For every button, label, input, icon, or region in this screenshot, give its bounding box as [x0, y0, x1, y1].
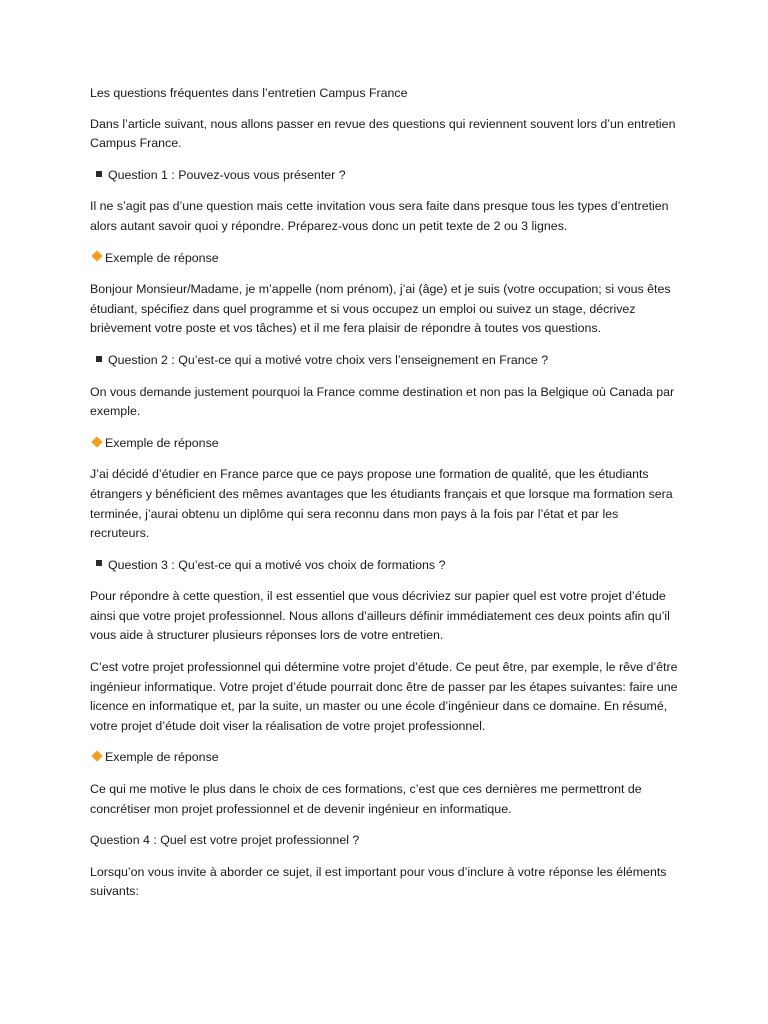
example-2-label: Exemple de réponse — [105, 435, 219, 450]
diamond-bullet-icon — [91, 436, 102, 447]
question-3-text: Question 3 : Qu’est-ce qui a motivé vos choix de formations ? — [108, 557, 446, 572]
square-bullet-icon — [96, 560, 102, 566]
question-1-paragraph: Il ne s’agit pas d’une question mais cette invitation vous sera faite dans presque tous les types d’entretien alors autant savoir quoi y répondre. Préparez-vous donc un petit texte de 2 ou 3 lignes. — [90, 199, 669, 233]
example-2-heading — [90, 434, 680, 454]
question-3-heading — [90, 556, 680, 576]
example-3-answer: Ce qui me motive le plus dans le choix de ces formations, c’est que ces dernières me permettront de concrétiser mon projet professionnel et de devenir ingénieur en informatique. — [90, 782, 642, 816]
question-3-paragraph-2: C’est votre projet professionnel qui détermine votre projet d’étude. Ce peut être, par exemple, le rêve d’être ingénieur informatique. Votre projet d’étude pourrait donc être de passer par les étapes suivantes: faire une licence en informatique et, par la suite, un master ou une école d’ingénieur dans ce domaine. En résumé, votre projet d’étude doit viser la réalisation de votre projet professionnel. — [90, 660, 678, 733]
question-2-paragraph: On vous demande justement pourquoi la France comme destination et non pas la Belgique où Canada par exemple. — [90, 384, 675, 419]
question-3-paragraph-1: Pour répondre à cette question, il est essentiel que vous décriviez sur papier quel est votre projet d’étude ainsi que votre projet professionnel. Nous allons d’ailleurs définir immédiatement ces deux points afin qu’il vous aide à structurer plusieurs réponses lors de votre entretien. — [90, 589, 670, 643]
example-3-label: Exemple de réponse — [105, 750, 219, 765]
intro-paragraph: Dans l’article suivant, nous allons passer en revue des questions qui reviennent souvent lors d’un entretien Campus France. — [90, 116, 676, 151]
question-2-text: Question 2 : Qu’est-ce qui a motivé votre choix vers l’enseignement en France ? — [108, 352, 549, 367]
example-2-answer: J’ai décidé d’étudier en France parce que ce pays propose une formation de qualité, que les étudiants étrangers y bénéficient des mêmes avantages que les étudiants français et que lorsque ma formation sera terminée, j’aurai obtenu un diplôme qui sera reconnu dans mon pays à la fois par l’état et par les recruteurs. — [90, 467, 673, 541]
square-bullet-icon — [96, 171, 102, 177]
square-bullet-icon — [96, 356, 102, 362]
example-1-answer: Bonjour Monsieur/Madame, je m’appelle (nom prénom), j’ai (âge) et je suis (votre occupation; si vous êtes étudiant, spécifiez dans quel programme et si vous occupez un emploi ou suivez un stage, décrivez brièvement votre poste et vos tâches) et il me fera plaisir de répondre à toutes vos questions. — [90, 282, 671, 336]
question-4-heading — [90, 831, 680, 851]
question-4-paragraph: Lorsqu’on vous invite à aborder ce sujet, il est important pour vous d’inclure à votre réponse les éléments suivants: — [90, 864, 667, 899]
question-4-text: Question 4 : Quel est votre projet professionnel ? — [90, 833, 360, 848]
example-3-heading — [90, 748, 680, 768]
question-1-text: Question 1 : Pouvez-vous vous présenter ? — [108, 167, 346, 182]
diamond-bullet-icon — [91, 251, 102, 262]
document-page — [90, 84, 680, 914]
diamond-bullet-icon — [91, 751, 102, 762]
question-1-heading — [90, 166, 680, 186]
document-title: Les questions fréquentes dans l’entretien Campus France — [90, 86, 408, 100]
question-2-heading — [90, 351, 680, 371]
example-1-label: Exemple de réponse — [105, 250, 219, 265]
example-1-heading — [90, 249, 680, 269]
